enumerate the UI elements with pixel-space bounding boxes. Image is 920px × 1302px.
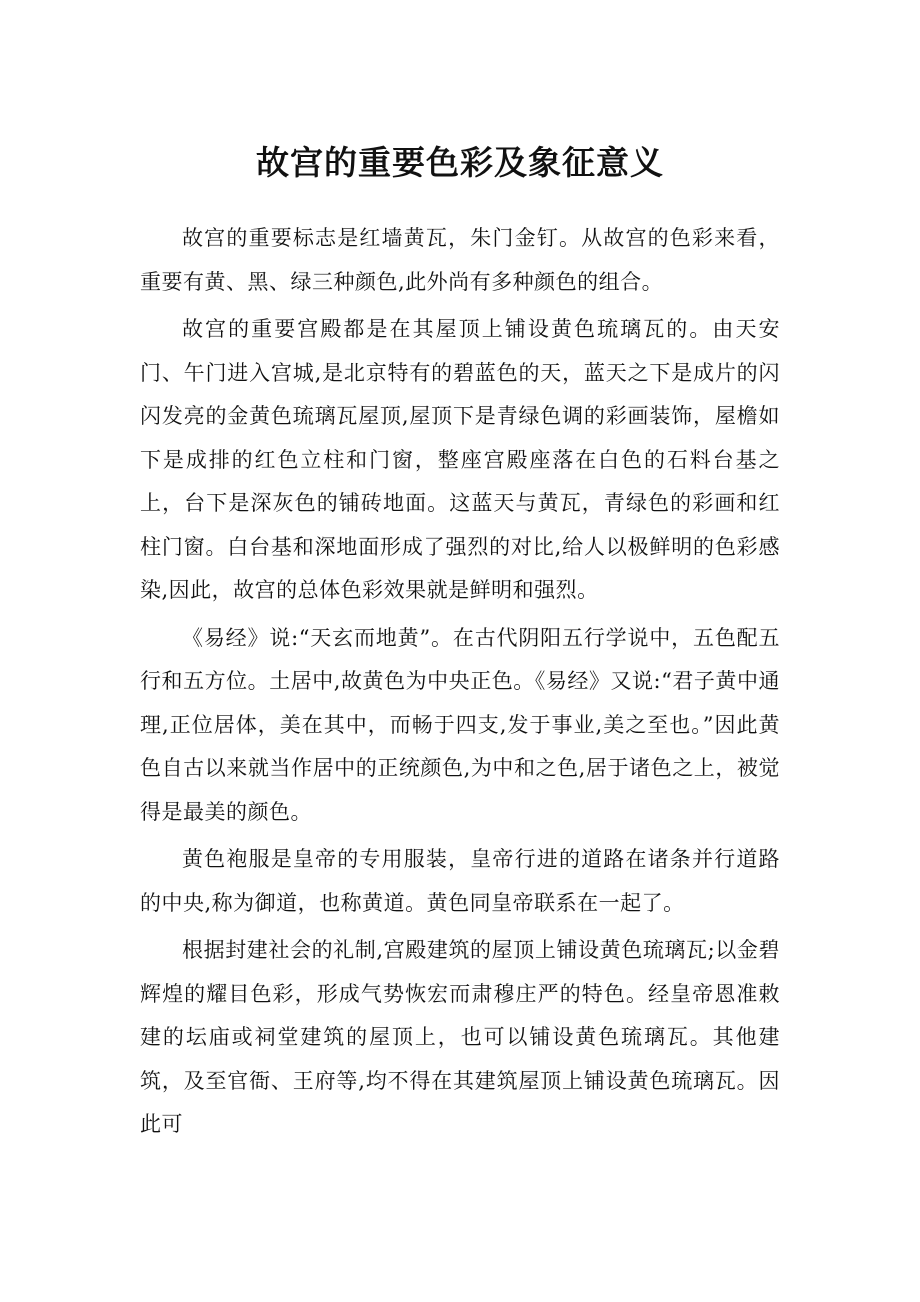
paragraph-2: 故宫的重要宫殿都是在其屋顶上铺设黄色琉璃瓦的。由天安门、午门进入宫城,是北京特有的碧蓝色的天，蓝天之下是成片的闪闪发亮的金黄色琉璃瓦屋顶,屋顶下是青绿色调的彩画装饰，屋檐如下是成排的红色立柱和门窗，整座宫殿座落在白色的石料台基之上，台下是深灰色的铺砖地面。这蓝天与黄瓦，青绿色的彩画和红柱门窗。白台基和深地面形成了强烈的对比,给人以极鲜明的色彩感染,因此，故宫的总体色彩效果就是鲜明和强烈。 <box>140 317 780 602</box>
document-title: 故宫的重要色彩及象征意义 <box>256 143 664 182</box>
document-body <box>140 217 780 1151</box>
paragraph-4: 黄色袍服是皇帝的专用服装，皇帝行进的道路在诸条并行道路的中央,称为御道，也称黄道。黄色同皇帝联系在一起了。 <box>140 847 780 915</box>
paragraph-3: 《易经》说:“天玄而地黄”。在古代阴阳五行学说中，五色配五行和五方位。土居中,故黄色为中央正色。《易经》又说:“君子黄中通理,正位居体，美在其中，而畅于四支,发于事业,美之至也。”因此黄色自古以来就当作居中的正统颜色,为中和之色,居于诸色之上，被觉得是最美的颜色。 <box>140 625 780 824</box>
paragraph-1: 故宫的重要标志是红墙黄瓦，朱门金钉。从故宫的色彩来看，重要有黄、黑、绿三种颜色,此外尚有多种颜色的组合。 <box>140 226 780 294</box>
paragraph-5: 根据封建社会的礼制,宫殿建筑的屋顶上铺设黄色琉璃瓦;以金碧辉煌的耀目色彩，形成气势恢宏而肃穆庄严的特色。经皇帝恩准敕建的坛庙或祠堂建筑的屋顶上，也可以铺设黄色琉璃瓦。其他建筑，及至官衙、王府等,均不得在其建筑屋顶上铺设黄色琉璃瓦。因此可 <box>140 938 780 1136</box>
